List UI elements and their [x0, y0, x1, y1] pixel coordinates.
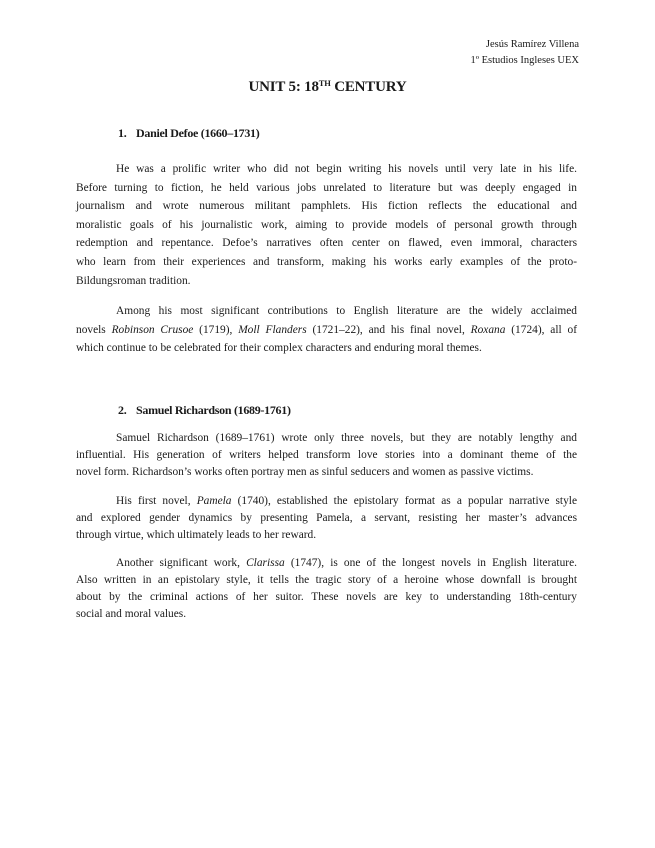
work-title-robinson-crusoe: Robinson Crusoe: [111, 323, 194, 336]
text-line: journalism and wrote numerous militant pamphlets. His fiction reflects the educational and: [76, 200, 577, 213]
text-fragment: His first novel,: [116, 495, 197, 507]
text-line: moralistic goals of his journalistic work, aiming to provide models of personal growth through: [76, 218, 577, 231]
paragraph-richardson-clarissa: [76, 555, 577, 623]
paragraph-richardson-intro: [76, 430, 577, 481]
paragraph-defoe-works: [76, 302, 577, 358]
text-fragment: (1721–22), and his final novel,: [306, 323, 471, 336]
work-title-roxana: Roxana: [470, 323, 506, 336]
text-line: [76, 321, 577, 340]
text-line: Bildungsroman tradition.: [76, 274, 191, 287]
document-header: [470, 37, 579, 68]
text-line: redemption and repentance. Defoe’s narratives often center on flawed, even immoral, characters: [76, 237, 577, 250]
section-heading-defoe: [118, 126, 259, 141]
unit-title-prefix: UNIT 5: 18: [248, 79, 319, 95]
unit-title: [0, 78, 655, 96]
paragraph-defoe-intro: [76, 160, 577, 290]
text-line: through virtue, which ultimately leads to her reward.: [76, 528, 317, 541]
text-line: He was a prolific writer who did not begin writing his novels until very late in his life.: [116, 163, 577, 175]
text-line: social and moral values.: [76, 607, 187, 620]
work-title-pamela: Pamela: [196, 495, 232, 507]
section-number: 1.: [118, 126, 127, 140]
text-line: Before turning to fiction, he held various jobs unrelated to literature but was deeply engaged in: [76, 181, 577, 194]
course-name: 1º Estudios Ingleses UEX: [470, 54, 579, 66]
text-fragment: (1740), established the epistolary format as a popular narrative style: [231, 495, 578, 507]
unit-title-suffix: CENTURY: [330, 79, 407, 95]
section-number: 2.: [118, 403, 127, 417]
text-fragment: novels: [76, 323, 112, 336]
text-line: which continue to be celebrated for their complex characters and enduring moral themes.: [76, 342, 482, 355]
section-title: Daniel Defoe (1660–1731): [136, 126, 260, 140]
text-fragment: (1747), is one of the longest novels in English literature.: [284, 557, 577, 569]
text-line: Among his most significant contributions to English literature are the widely acclaimed: [116, 305, 577, 317]
text-line: Also written in an epistolary style, it tells the tragic story of a heroine whose downfall is brought: [76, 573, 577, 586]
section-heading-richardson: [118, 403, 291, 418]
text-line: about by the criminal actions of her suitor. These novels are key to understanding 18th-century: [76, 590, 577, 603]
text-line: Samuel Richardson (1689–1761) wrote only three novels, but they are notably lengthy and: [116, 432, 577, 444]
text-line: and explored gender dynamics by presenting Pamela, a servant, resisting her master’s advances: [76, 511, 577, 524]
section-title: Samuel Richardson (1689-1761): [136, 403, 291, 417]
text-line: who learn from their experiences and transform, making his works early examples of the proto-: [76, 255, 577, 268]
work-title-clarissa: Clarissa: [246, 557, 285, 569]
work-title-moll-flanders: Moll Flanders: [238, 323, 307, 336]
author-name: Jesús Ramírez Villena: [485, 39, 579, 50]
paragraph-richardson-pamela: [76, 493, 577, 544]
text-line: novel form. Richardson’s works often portray men as sinful seducers and women as passive victims.: [76, 465, 534, 478]
text-fragment: (1724), all of: [505, 323, 577, 336]
text-line: [76, 493, 577, 510]
unit-title-superscript: TH: [318, 78, 331, 88]
text-line: [76, 555, 577, 572]
text-fragment: Another significant work,: [116, 557, 247, 569]
text-line: influential. His generation of writers helped transform love stories into a dominant theme of the: [76, 448, 577, 461]
text-fragment: (1719),: [193, 323, 239, 336]
